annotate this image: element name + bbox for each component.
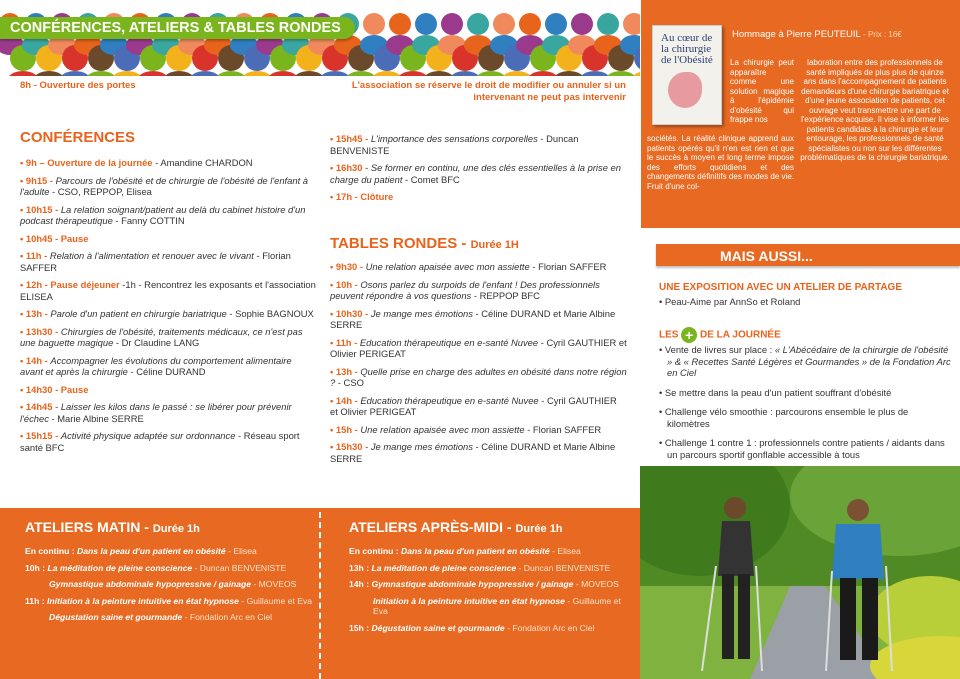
program-speaker: -1h - Rencontrez les exposants et l'association ELISEA bbox=[20, 279, 316, 302]
person-body-shape bbox=[449, 71, 481, 76]
atelier-row bbox=[349, 563, 635, 574]
program-speaker: - Florian SAFFER bbox=[20, 250, 291, 273]
plus-icon: + bbox=[681, 327, 697, 343]
program-time: • 13h30 - bbox=[20, 325, 61, 337]
program-speaker: - Céline DURAND et Marie Albine SERRE bbox=[330, 441, 616, 464]
atelier-time: 14h : bbox=[349, 579, 372, 589]
program-item bbox=[20, 326, 317, 349]
atelier-time: 10h : bbox=[25, 562, 48, 573]
atelier-event: Dans la peau d'un patient en obésité bbox=[401, 546, 550, 556]
program-speaker: - REPPOP BFC bbox=[471, 290, 540, 301]
program-item bbox=[330, 279, 627, 302]
book-text-2: sociétés. La réalité clinique apprend aux patients opérés qu'il n'en est rien et que le succès à moyen et long terme impose des efforts quotidiens et des changements définitifs des modes de vie. Fruit d'une col- bbox=[647, 134, 794, 191]
person-head-shape bbox=[363, 13, 385, 35]
person-head-shape bbox=[623, 13, 640, 35]
person-head-shape bbox=[597, 13, 619, 35]
plus-item bbox=[659, 387, 951, 399]
person-head-shape bbox=[571, 13, 593, 35]
expo-title: UNE EXPOSITION AVEC UN ATELIER DE PARTAGE bbox=[659, 282, 902, 293]
atelier-time: 13h : bbox=[349, 562, 372, 573]
atelier-time: 11h : bbox=[25, 595, 47, 606]
plus-item bbox=[659, 344, 951, 379]
atelier-row bbox=[349, 623, 635, 634]
person-body-shape bbox=[423, 71, 455, 76]
plus-item-text: « L'Abécédaire de la chirurgie de l'obésité » & « Recettes Santé Légères et Gourmandes » de la Fondation Arc en Ciel bbox=[667, 344, 951, 378]
program-item bbox=[330, 261, 627, 273]
person-head-shape bbox=[467, 13, 489, 35]
program-time: • 9h15 - bbox=[20, 174, 56, 186]
program-time: • 10h - bbox=[330, 278, 361, 290]
program-title: Relation à l'alimentation et renouer avec le vivant bbox=[49, 250, 254, 261]
program-speaker: - Florian SAFFER bbox=[524, 423, 602, 435]
program-title: La relation soignant/patient au delà du cabinet histoire d'un podcast thérapeutique bbox=[20, 203, 306, 226]
plus-item-lead: • Challenge vélo smoothie : parcourons ensemble le plus de kilomètres bbox=[659, 406, 909, 429]
atelier-event: Initiation à la peinture intuitive en état hypnose bbox=[373, 595, 565, 606]
program-title: Laisser les kilos dans le passé : se libérer pour prévenir l'échec bbox=[20, 401, 292, 424]
program-time: • 14h45 - bbox=[20, 401, 61, 412]
program-item bbox=[330, 308, 627, 331]
program-time: • 10h30 - bbox=[330, 307, 371, 319]
stomach-illustration bbox=[668, 72, 702, 108]
program-item bbox=[20, 355, 317, 378]
atelier-row bbox=[25, 612, 315, 623]
person-head-shape bbox=[545, 13, 567, 35]
plus-item bbox=[659, 406, 951, 429]
book-text-1: La chirurgie peut apparaître comme une solution magique à l'épidémie d'obésité qui frappe nos bbox=[730, 58, 794, 124]
person-head-shape bbox=[493, 13, 515, 35]
program-time: • 14h - bbox=[20, 354, 51, 366]
conferences-list-1 bbox=[20, 157, 317, 459]
ateliers-divider bbox=[319, 512, 321, 679]
atelier-row bbox=[349, 596, 635, 617]
person-body-shape bbox=[397, 71, 429, 76]
program-item bbox=[20, 384, 317, 396]
person-body-shape bbox=[605, 71, 637, 76]
ateliers-matin-duration: Durée 1h bbox=[152, 523, 200, 535]
atelier-row bbox=[25, 563, 315, 574]
program-item bbox=[20, 308, 317, 320]
program-item bbox=[330, 441, 627, 464]
atelier-event: La méditation de pleine conscience bbox=[47, 562, 193, 573]
program-title: Education thérapeutique en e-santé Nuvee bbox=[360, 394, 539, 406]
program-time: • 11h - bbox=[20, 250, 50, 261]
header-banner: CONFÉRENCES, ATELIERS & TABLES RONDES bbox=[0, 17, 355, 39]
program-item bbox=[20, 279, 317, 302]
program-title: L'importance des sensations corporelles bbox=[370, 133, 538, 144]
program-speaker: - Réseau sport santé BFC bbox=[20, 430, 300, 453]
atelier-event: Gymnastique abdominale hypopressive / gainage bbox=[49, 579, 252, 589]
tables-duration: Durée 1H bbox=[470, 239, 519, 251]
program-speaker: - Marie Albine SERRE bbox=[48, 412, 144, 424]
plus-title bbox=[659, 327, 781, 343]
program-time: • 9h – Ouverture de la journée bbox=[20, 157, 153, 168]
program-item bbox=[330, 133, 627, 156]
person-body-shape bbox=[293, 71, 325, 76]
ateliers-am-title-text: ATELIERS APRÈS-MIDI - bbox=[349, 519, 516, 535]
program-item bbox=[330, 366, 627, 389]
program-item bbox=[330, 191, 627, 203]
person-body-shape bbox=[371, 71, 403, 76]
book-price: - Prix : 16€ bbox=[860, 30, 902, 39]
person-head-shape bbox=[519, 13, 541, 35]
person-body-shape bbox=[267, 71, 299, 76]
program-item bbox=[20, 250, 317, 273]
conferences-title: CONFÉRENCES bbox=[20, 129, 136, 146]
ateliers-am-list bbox=[349, 546, 635, 639]
program-title: Accompagner les évolutions du comportement alimentaire avant et après la chirurgie bbox=[20, 354, 292, 377]
program-item bbox=[330, 162, 627, 185]
program-item bbox=[20, 233, 317, 245]
person-body-shape bbox=[85, 71, 117, 76]
person-body-shape bbox=[111, 71, 143, 76]
person-head-shape bbox=[441, 13, 463, 35]
book-text-3: laboration entre des professionnels de santé impliqués de plus plus de quinze ans dans l'accompagnement de patients demandeurs d'une chirurgie bariatrique et d'une jeune association de patients, cet ouvrage veut transmettre une part de l'expérience acquise. Il vise à informer les patients candidats à la chirurgie et leur entourage, les professionnels de santé spécialistes ou non sur les différentes problématiques de la chirurgie bariatrique. bbox=[800, 58, 950, 162]
book-cover-title: Au cœur de la chirurgie de l'Obésité bbox=[661, 32, 713, 66]
plus-item-lead: • Vente de livres sur place : bbox=[659, 344, 775, 355]
tables-list bbox=[330, 261, 627, 470]
tables-title-text: TABLES RONDES - bbox=[330, 235, 471, 252]
person-body-shape bbox=[527, 71, 559, 76]
program-item bbox=[20, 157, 317, 169]
program-title: Se former en continu, une des clés essentielles à la prise en charge du patient bbox=[330, 162, 621, 185]
tables-title bbox=[330, 235, 519, 252]
program-item bbox=[20, 204, 317, 227]
atelier-speaker: - Duncan BENVENISTE bbox=[516, 562, 611, 573]
plus-item bbox=[659, 437, 951, 460]
program-time: • 12h - Pause déjeuner bbox=[20, 279, 120, 290]
program-item bbox=[330, 337, 627, 360]
program-item bbox=[20, 401, 317, 424]
atelier-event: Dans la peau d'un patient en obésité bbox=[77, 546, 226, 556]
person-body-shape bbox=[475, 71, 507, 76]
ateliers-matin-title-text: ATELIERS MATIN - bbox=[25, 519, 153, 535]
atelier-row bbox=[25, 579, 315, 590]
program-time: • 15h - bbox=[330, 423, 361, 435]
program-time: • 15h45 - bbox=[330, 133, 371, 144]
atelier-speaker: - MOVEOS bbox=[251, 579, 297, 589]
ateliers-matin-list bbox=[25, 546, 315, 629]
atelier-speaker: - Elisea bbox=[225, 546, 257, 556]
conferences-list-2 bbox=[330, 133, 627, 209]
atelier-row bbox=[25, 596, 315, 607]
person-body-shape bbox=[163, 71, 195, 76]
program-speaker: - Fanny COTTIN bbox=[112, 215, 185, 226]
program-title: Chirurgies de l'obésité, traitements médicaux, ce n'est pas une baguette magique bbox=[20, 325, 303, 348]
atelier-event: Initiation à la peinture intuitive en état hypnose bbox=[46, 595, 239, 606]
program-item bbox=[330, 395, 627, 418]
program-speaker: - Comet BFC bbox=[402, 173, 460, 185]
program-title: Une relation apaisée avec mon assiette bbox=[360, 423, 525, 435]
program-title: Activité physique adaptée sur ordonnance bbox=[60, 430, 236, 441]
opening-time: 8h - Ouverture des portes bbox=[20, 80, 136, 91]
person-body-shape bbox=[553, 71, 585, 76]
plus-item-lead: • Challenge 1 contre 1 : professionnels contre patients / aidants dans un parcours sportif gonflable accessible à tous bbox=[659, 437, 945, 460]
expo-item: • Peau-Aime par AnnSo et Roland bbox=[659, 296, 801, 307]
person-body-shape bbox=[7, 71, 39, 76]
person-body-shape bbox=[501, 71, 533, 76]
book-heading bbox=[732, 29, 902, 40]
atelier-time: En continu : bbox=[349, 546, 402, 556]
program-speaker: - Céline DURAND et Marie Albine SERRE bbox=[330, 307, 616, 330]
person-body-shape bbox=[33, 71, 65, 76]
program-item bbox=[20, 430, 317, 453]
program-time: • 16h30 - bbox=[330, 162, 371, 173]
atelier-row bbox=[25, 546, 315, 557]
program-speaker: - Florian SAFFER bbox=[529, 261, 607, 272]
person-body-shape bbox=[241, 71, 273, 76]
atelier-speaker: - Guillaume et Eva bbox=[373, 595, 621, 616]
atelier-speaker: - Elisea bbox=[549, 546, 581, 556]
atelier-row bbox=[349, 546, 635, 557]
atelier-speaker: - Guillaume et Eva bbox=[238, 595, 313, 606]
program-time: • 14h - bbox=[330, 394, 361, 406]
atelier-speaker: - MOVEOS bbox=[573, 579, 619, 589]
atelier-time: En continu : bbox=[25, 546, 78, 556]
program-speaker: - Amandine CHARDON bbox=[152, 157, 253, 168]
atelier-event: Gymnastique abdominale hypopressive / gainage bbox=[371, 579, 574, 589]
program-speaker: - CSO bbox=[335, 377, 364, 388]
program-speaker: - Cyril GAUTHIER et Olivier PERIGEAT bbox=[330, 394, 617, 417]
person-body-shape bbox=[189, 71, 221, 76]
program-time: • 11h - bbox=[330, 336, 360, 348]
program-item bbox=[330, 424, 627, 436]
atelier-time: 15h : bbox=[349, 622, 372, 633]
person-body-shape bbox=[579, 71, 611, 76]
program-title: Je mange mes émotions bbox=[370, 307, 473, 319]
person-body-shape bbox=[215, 71, 247, 76]
atelier-event: Dégustation saine et gourmande bbox=[49, 612, 183, 622]
program-speaker: - Duncan BENVENISTE bbox=[330, 133, 579, 156]
program-speaker: - Cyril GAUTHIER et Olivier PERIGEAT bbox=[330, 336, 627, 359]
program-time: • 15h15 - bbox=[20, 430, 61, 441]
reserve-notice: L'association se réserve le droit de modifier ou annuler si un intervenant ne peut pas intervenir bbox=[351, 80, 626, 103]
program-title: Parole d'un patient en chirurgie bariatrique bbox=[50, 308, 227, 319]
atelier-event: Dégustation saine et gourmande bbox=[371, 622, 505, 633]
program-time: • 13h - bbox=[20, 308, 51, 319]
program-time: • 15h30 - bbox=[330, 441, 371, 452]
plus-suffix: DE LA JOURNÉE bbox=[700, 329, 781, 341]
program-time: • 13h - bbox=[330, 365, 361, 377]
plus-prefix: LES bbox=[659, 329, 679, 341]
program-title: Je mange mes émotions bbox=[370, 441, 473, 452]
program-time: • 10h15 - bbox=[20, 203, 61, 215]
program-speaker: - Dr Claudine LANG bbox=[113, 337, 200, 348]
person-head-shape bbox=[389, 13, 411, 35]
walking-photo bbox=[640, 466, 960, 679]
atelier-speaker: - Duncan BENVENISTE bbox=[192, 562, 287, 573]
plus-item-lead: • Se mettre dans la peau d'un patient souffrant d'obésité bbox=[659, 386, 892, 398]
person-body-shape bbox=[59, 71, 91, 76]
person-body-shape bbox=[319, 71, 351, 76]
program-title: Une relation apaisée avec mon assiette bbox=[365, 261, 530, 272]
program-title: Education thérapeutique en e-santé Nuvee bbox=[359, 336, 539, 348]
person-body-shape bbox=[345, 71, 377, 76]
person-body-shape bbox=[137, 71, 169, 76]
program-speaker: - CSO, REPPOP, Elisea bbox=[49, 186, 152, 197]
program-title: Osons parlez du surpoids de l'enfant ! Des professionnels peuvent répondre à vos questions bbox=[330, 278, 600, 301]
program-title: Parcours de l'obésité et de chirurgie de l'obésité de l'enfant à l'adulte bbox=[20, 174, 308, 197]
program-title: Quelle prise en charge des adultes en obésité dans notre région ? bbox=[330, 365, 627, 388]
program-time: • 14h30 - Pause bbox=[20, 383, 89, 395]
atelier-event: La méditation de pleine conscience bbox=[371, 562, 517, 573]
plus-list bbox=[659, 344, 951, 468]
program-speaker: - Céline DURAND bbox=[127, 366, 206, 377]
atelier-speaker: - Fondation Arc en Ciel bbox=[504, 622, 595, 633]
book-heading-text: Hommage à Pierre PEUTEUIL bbox=[732, 29, 861, 40]
person-head-shape bbox=[415, 13, 437, 35]
ateliers-am-title bbox=[349, 519, 563, 535]
program-time: • 10h45 - Pause bbox=[20, 232, 89, 244]
program-speaker: - Sophie BAGNOUX bbox=[226, 308, 314, 319]
atelier-speaker: - Fondation Arc en Ciel bbox=[182, 612, 273, 622]
ateliers-am-duration: Durée 1h bbox=[515, 523, 563, 535]
mais-aussi-banner: MAIS AUSSI... bbox=[656, 244, 960, 266]
program-item bbox=[20, 175, 317, 198]
atelier-row bbox=[349, 579, 635, 590]
program-time: • 17h - Clôture bbox=[330, 191, 394, 202]
program-time: • 9h30 - bbox=[330, 261, 366, 272]
ateliers-matin-title bbox=[25, 519, 200, 535]
